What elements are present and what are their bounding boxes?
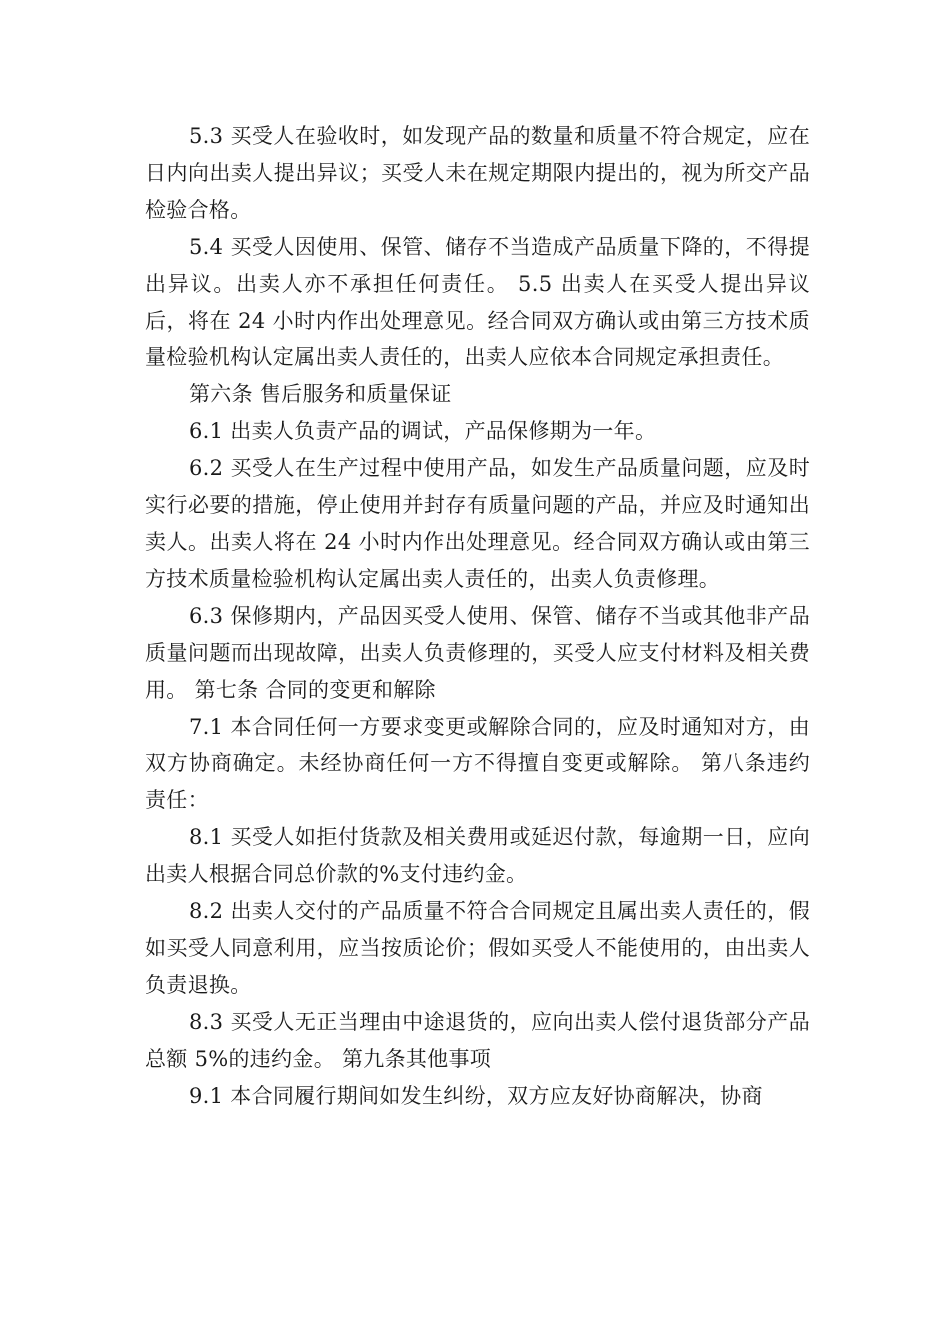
paragraph-8-1: 8.1 买受人如拒付货款及相关费用或延迟付款，每逾期一日，应向出卖人根据合同总价款的%支付违约金。	[145, 825, 810, 887]
paragraph-6-2: 6.2 买受人在生产过程中使用产品，如发生产品质量问题，应及时实行必要的措施，停止使用并封存有质量问题的产品，并应及时通知出卖人。出卖人将在 24 小时内作出处理意见。经合同双方确认或由第三方技术质量检验机构认定属出卖人责任的，出卖人负责修理。	[145, 456, 810, 591]
paragraph-9-1: 9.1 本合同履行期间如发生纠纷，双方应友好协商解决，协商	[189, 1083, 763, 1108]
document-body	[145, 118, 810, 1114]
paragraph-8-3: 8.3 买受人无正当理由中途退货的，应向出卖人偿付退货部分产品总额 5%的违约金。 第九条其他事项	[145, 1009, 810, 1071]
section-heading-6: 第六条 售后服务和质量保证	[189, 382, 452, 407]
paragraph-6-1: 6.1 出卖人负责产品的调试，产品保修期为一年。	[189, 419, 657, 444]
paragraph-7-1: 7.1 本合同任何一方要求变更或解除合同的，应及时通知对方，由双方协商确定。未经协商任何一方不得擅自变更或解除。 第八条违约责任：	[145, 714, 810, 813]
paragraph-8-2: 8.2 出卖人交付的产品质量不符合合同规定且属出卖人责任的，假如买受人同意利用，应当按质论价；假如买受人不能使用的，由出卖人负责退换。	[145, 899, 810, 997]
paragraph-5-4-5-5: 5.4 买受人因使用、保管、储存不当造成产品质量下降的，不得提出异议。出卖人亦不承担任何责任。 5.5 出卖人在买受人提出异议后，将在 24 小时内作出处理意见。经合同双方确认或由第三方技术质量检验机构认定属出卖人责任的，出卖人应依本合同规定承担责任。	[145, 234, 810, 370]
paragraph-5-3: 5.3 买受人在验收时，如发现产品的数量和质量不符合规定，应在日内向出卖人提出异议；买受人未在规定期限内提出的，视为所交产品检验合格。	[145, 124, 810, 222]
paragraph-6-3: 6.3 保修期内，产品因买受人使用、保管、储存不当或其他非产品质量问题而出现故障，出卖人负责修理的，买受人应支付材料及相关费用。 第七条 合同的变更和解除	[145, 603, 810, 702]
